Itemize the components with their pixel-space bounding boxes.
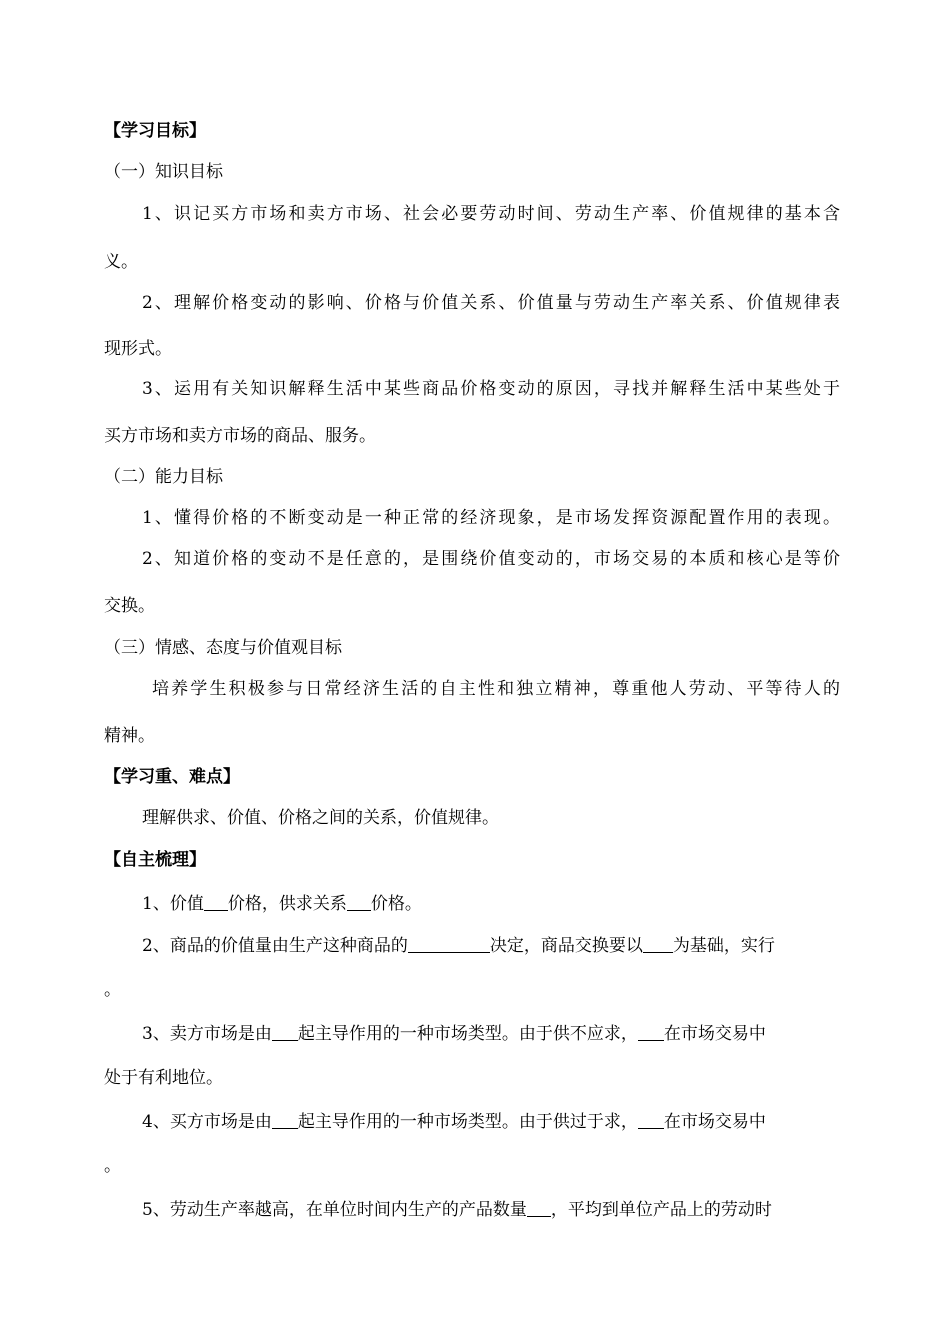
review-question-4: [142, 1111, 766, 1131]
review-heading: 【自主梳理】: [104, 850, 206, 870]
emotion-item-line-1: 培养学生积极参与日常经济生活的自主性和独立精神，尊重他人劳动、平等待人的: [152, 679, 840, 699]
review-question-3: [142, 1023, 766, 1043]
fill-blank[interactable]: [638, 1023, 664, 1041]
fill-blank[interactable]: [527, 1199, 551, 1217]
emotion-objectives-title: （三）情感、态度与价值观目标: [104, 638, 342, 658]
review-q2-part-c: 为基础，实行: [672, 936, 775, 956]
review-q1-part-c: 价格。: [370, 894, 422, 914]
knowledge-objectives-title: （一）知识目标: [104, 162, 223, 182]
review-q3-part-b: 起主导作用的一种市场类型。由于供不应求，: [297, 1024, 638, 1044]
review-question-2: [142, 935, 775, 955]
emotion-item-line-2: 精神。: [104, 726, 155, 746]
review-question-1: [142, 893, 422, 913]
knowledge-item-2-line-2: 现形式。: [104, 339, 172, 359]
knowledge-item-1-line-2: 义。: [104, 252, 138, 272]
review-q2-part-a: 2、商品的价值量由生产这种商品的: [142, 936, 408, 956]
review-q3-part-a: 3、卖方市场是由: [142, 1024, 272, 1044]
review-q5-part-a: 5、劳动生产率越高，在单位时间内生产的产品数量: [142, 1200, 527, 1220]
review-q2-part-b: 决定，商品交换要以: [489, 936, 643, 956]
fill-blank[interactable]: [272, 1111, 298, 1129]
focus-text: 理解供求、价值、价格之间的关系，价值规律。: [142, 808, 499, 828]
review-q5-part-b: ，平均到单位产品上的劳动时: [550, 1200, 772, 1220]
ability-item-2-line-2: 交换。: [104, 596, 155, 616]
knowledge-item-1-line-1: 1、识记买方市场和卖方市场、社会必要劳动时间、劳动生产率、价值规律的基本含: [142, 204, 840, 224]
review-question-4-line-2: 。: [104, 1156, 121, 1176]
knowledge-item-3-line-2: 买方市场和卖方市场的商品、服务。: [104, 426, 376, 446]
review-question-5: [142, 1199, 772, 1219]
ability-item-2-line-1: 2、知道价格的变动不是任意的，是围绕价值变动的，市场交易的本质和核心是等价: [142, 549, 840, 569]
review-question-3-line-2: 处于有利地位。: [104, 1068, 223, 1088]
fill-blank[interactable]: [272, 1023, 298, 1041]
fill-blank[interactable]: [638, 1111, 664, 1129]
review-q4-part-a: 4、买方市场是由: [142, 1112, 272, 1132]
fill-blank[interactable]: [204, 893, 228, 911]
objectives-heading: 【学习目标】: [104, 121, 206, 141]
review-question-2-line-2: 。: [104, 980, 121, 1000]
ability-objectives-title: （二）能力目标: [104, 467, 223, 487]
review-q3-part-c: 在市场交易中: [663, 1024, 766, 1044]
fill-blank[interactable]: [347, 893, 371, 911]
knowledge-item-2-line-1: 2、理解价格变动的影响、价格与价值关系、价值量与劳动生产率关系、价值规律表: [142, 293, 840, 313]
review-q1-part-a: 1、价值: [142, 894, 204, 914]
knowledge-item-3-line-1: 3、运用有关知识解释生活中某些商品价格变动的原因，寻找并解释生活中某些处于: [142, 379, 840, 399]
review-q4-part-b: 起主导作用的一种市场类型。由于供过于求，: [297, 1112, 638, 1132]
ability-item-1: 1、懂得价格的不断变动是一种正常的经济现象，是市场发挥资源配置作用的表现。: [142, 508, 840, 528]
review-q4-part-c: 在市场交易中: [663, 1112, 766, 1132]
fill-blank[interactable]: [643, 935, 673, 953]
review-q1-part-b: 价格，供求关系: [227, 894, 347, 914]
focus-heading: 【学习重、难点】: [104, 767, 240, 787]
fill-blank[interactable]: [408, 935, 490, 953]
